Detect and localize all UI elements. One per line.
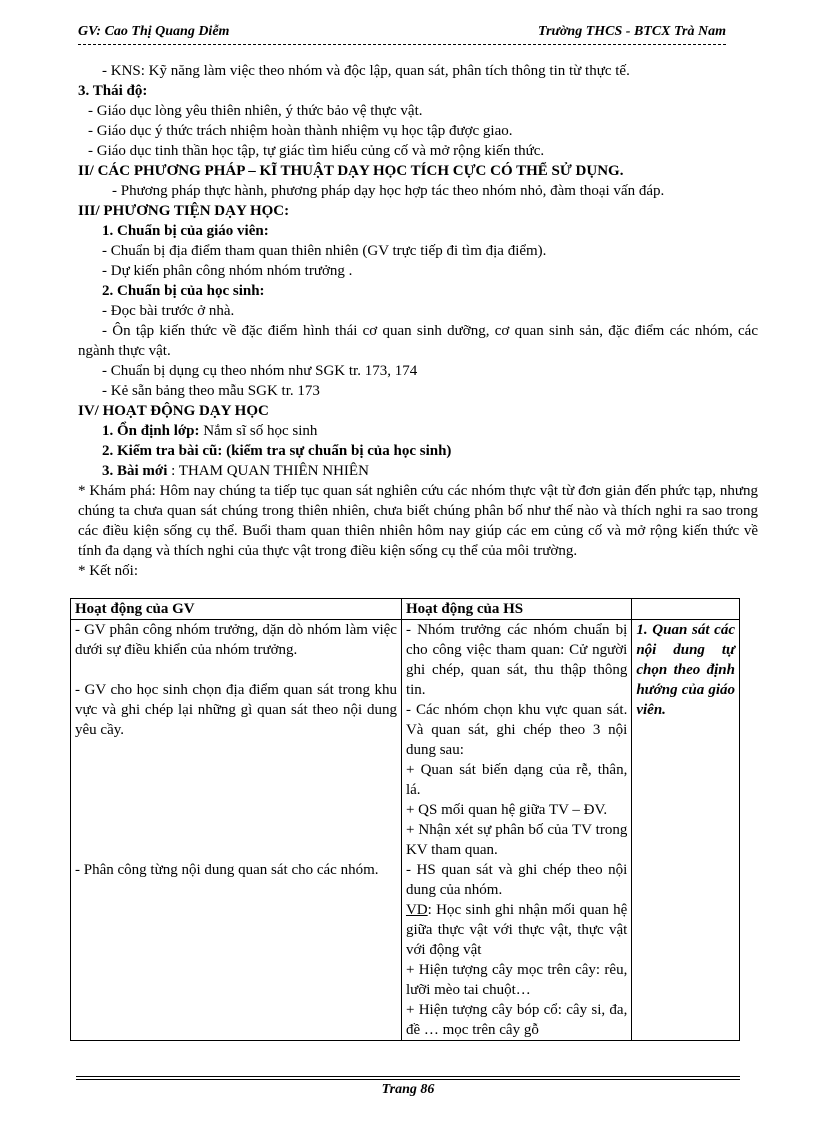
teacher-prep-1: - Chuẩn bị địa điểm tham quan thiên nhiên (GV trực tiếp đi tìm địa điểm). bbox=[102, 243, 547, 259]
gv-activity-1: - GV phân công nhóm trưởng, dặn dò nhóm làm việc dưới sự điều khiển của nhóm trưởng. bbox=[75, 622, 397, 658]
hs-activity-3: + Quan sát biến dạng của rễ, thân, lá. bbox=[405, 762, 628, 798]
attitude-line-3: - Giáo dục tinh thần học tập, tự giác tìm hiểu củng cố và mở rộng kiến thức. bbox=[88, 143, 545, 159]
class-stabilize-text: Nắm sĩ số học sinh bbox=[199, 423, 318, 439]
hs-activity-1: - Nhóm trưởng các nhóm chuẩn bị cho công việc tham quan: Cử người ghi chép, quan sát, thu thập thông tin. bbox=[405, 622, 628, 698]
gv-activity-3: - Phân công từng nội dung quan sát cho các nhóm. bbox=[75, 862, 379, 878]
attitude-line-2: - Giáo dục ý thức trách nhiệm hoàn thành nhiệm vụ học tập được giao. bbox=[88, 123, 513, 139]
section-ii-heading: II/ CÁC PHƯƠNG PHÁP – KĨ THUẬT DẠY HỌC TÍCH CỰC CÓ THỂ SỬ DỤNG. bbox=[78, 163, 624, 179]
class-stabilize-line bbox=[78, 421, 758, 441]
hs-activity-6: - HS quan sát và ghi chép theo nội dung của nhóm. bbox=[405, 862, 628, 898]
kns-line: - KNS: Kỹ năng làm việc theo nhóm và độc lập, quan sát, phân tích thông tin từ thực tế. bbox=[102, 63, 630, 79]
header-gv: Hoạt động của GV bbox=[71, 599, 402, 620]
example-label: VD bbox=[405, 902, 428, 918]
gv-activities bbox=[71, 620, 402, 1041]
teacher-prep-heading: 1. Chuẩn bị của giáo viên: bbox=[102, 223, 269, 239]
hs-example bbox=[406, 900, 627, 960]
teacher-prep-2: - Dự kiến phân công nhóm nhóm trưởng . bbox=[102, 263, 353, 279]
header-teacher: GV: Cao Thị Quang Diễm bbox=[78, 24, 230, 39]
gv-activity-2: - GV cho học sinh chọn địa điểm quan sát trong khu vực và ghi chép lại những gì quan sát theo nội dung yêu cầy. bbox=[75, 682, 397, 738]
header-school: Trường THCS - BTCX Trà Nam bbox=[538, 24, 726, 39]
explore-paragraph: * Khám phá: Hôm nay chúng ta tiếp tục quan sát nghiên cứu các nhóm thực vật từ đơn giản đến phức tạp, nhưng chúng ta chưa quan sát chúng trong thiên nhiên, chưa biết chúng phân bố như thế nào và thích nghi ra sao trong các điều kiện sống cụ thể. Buổi tham quan thiên nhiên hôm nay giúp các em củng cố và mở rộng kiến thức về tính đa dạng và thích nghi của thực vật trong điều kiện sống cụ thể của môi trường. bbox=[78, 483, 758, 559]
old-lesson-check: 2. Kiểm tra bài cũ: (kiểm tra sự chuẩn bị của học sinh) bbox=[102, 443, 452, 459]
connect-line: * Kết nối: bbox=[78, 563, 138, 579]
section-iii-heading: III/ PHƯƠNG TIỆN DẠY HỌC: bbox=[78, 203, 290, 219]
class-stabilize-label: 1. Ổn định lớp: bbox=[102, 423, 200, 439]
new-lesson-label: 3. Bài mới bbox=[102, 463, 168, 479]
table-row bbox=[71, 620, 740, 1041]
methods-line: - Phương pháp thực hành, phương pháp dạy học hợp tác theo nhóm nhỏ, đàm thoại vấn đáp. bbox=[112, 183, 665, 199]
header-hs: Hoạt động của HS bbox=[401, 599, 631, 620]
attitude-line-1: - Giáo dục lòng yêu thiên nhiên, ý thức bảo vệ thực vật. bbox=[88, 103, 423, 119]
hs-activity-4: + QS mối quan hệ giữa TV – ĐV. bbox=[405, 802, 608, 818]
section-iv-heading: IV/ HOẠT ĐỘNG DẠY HỌC bbox=[78, 403, 269, 419]
student-prep-2: - Ôn tập kiến thức về đặc điểm hình thái cơ quan sinh dưỡng, cơ quan sinh sản, đặc điểm các nhóm, các ngành thực vật. bbox=[78, 323, 758, 359]
example-text: : Học sinh ghi nhận mối quan hệ giữa thực vật với thực vật, thực vật với động vật bbox=[405, 902, 628, 958]
hs-activity-8: + Hiện tượng cây mọc trên cây: rêu, lưỡi mèo tai chuột… bbox=[405, 962, 628, 998]
document-body bbox=[78, 61, 758, 581]
header-divider bbox=[78, 44, 726, 45]
student-prep-heading: 2. Chuẩn bị của học sinh: bbox=[102, 283, 265, 299]
new-lesson-line bbox=[78, 461, 758, 481]
page-number: Trang 86 bbox=[381, 1082, 435, 1097]
hs-activities bbox=[401, 620, 631, 1041]
table-header-row bbox=[71, 599, 740, 620]
heading-attitude: 3. Thái độ: bbox=[78, 83, 148, 99]
hs-activity-5: + Nhận xét sự phân bố của TV trong KV tham quan. bbox=[405, 822, 628, 858]
new-lesson-title: : THAM QUAN THIÊN NHIÊN bbox=[167, 463, 369, 479]
note-text: 1. Quan sát các nội dung tự chọn theo định hướng của giáo viên. bbox=[636, 622, 735, 718]
hs-activity-2: - Các nhóm chọn khu vực quan sát. Và quan sát, ghi chép theo 3 nội dung sau: bbox=[405, 702, 628, 758]
hs-activity-9: + Hiện tượng cây bóp cổ: cây si, đa, đề … mọc trên cây gỗ bbox=[405, 1002, 628, 1038]
header-note bbox=[632, 599, 740, 620]
student-prep-3: - Chuẩn bị dụng cụ theo nhóm như SGK tr. 173, 174 bbox=[102, 363, 418, 379]
activity-table bbox=[70, 598, 740, 1041]
student-prep-4: - Kẻ sẵn bảng theo mẫu SGK tr. 173 bbox=[102, 383, 320, 399]
note-cell bbox=[632, 620, 740, 1041]
student-prep-1: - Đọc bài trước ở nhà. bbox=[102, 303, 235, 319]
